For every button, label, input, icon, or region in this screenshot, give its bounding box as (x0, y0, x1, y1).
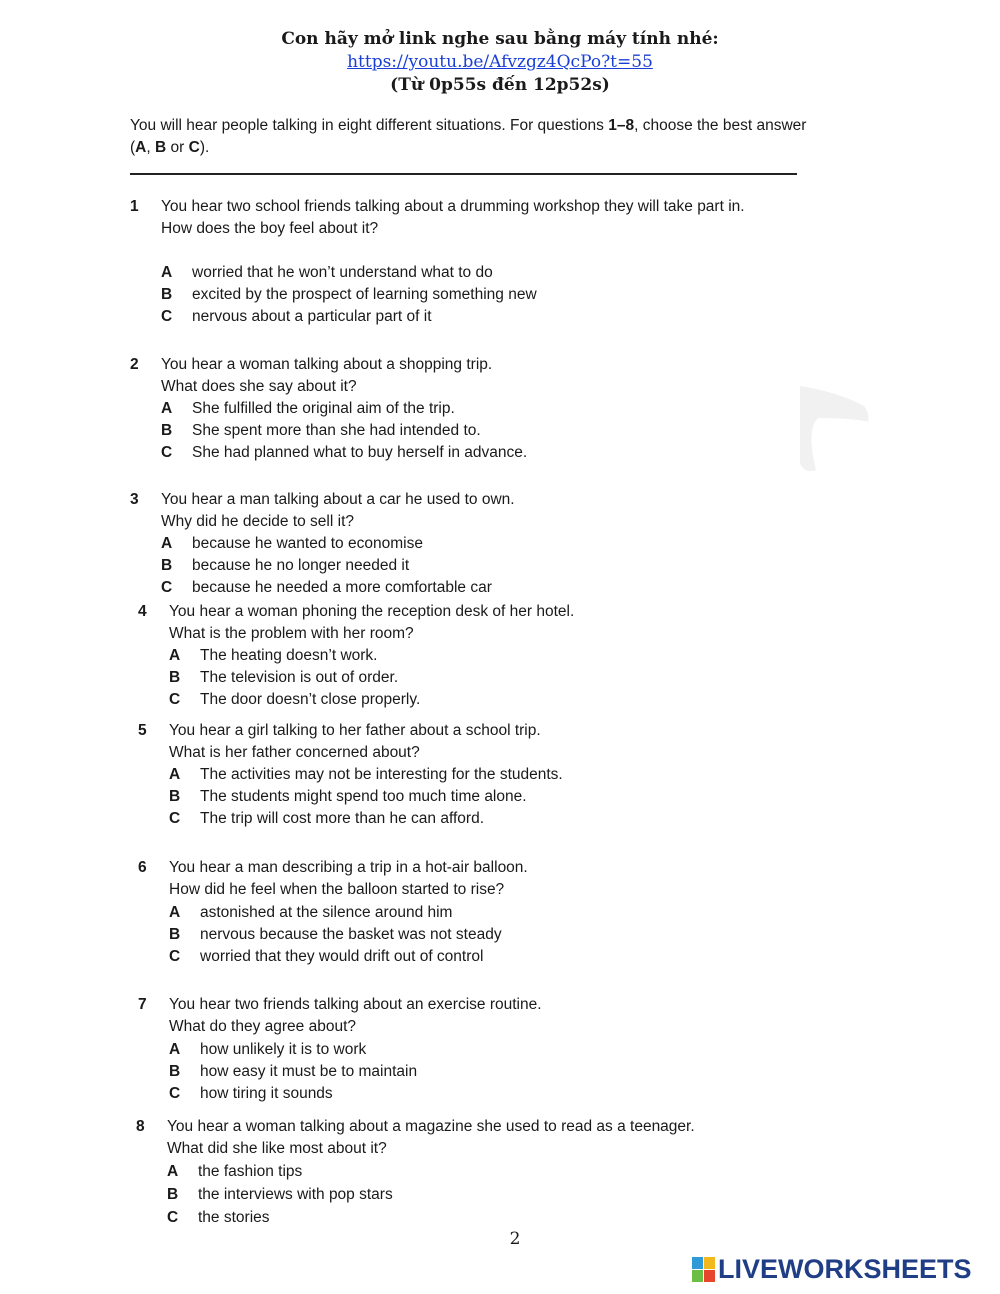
question-prompt: You hear a woman talking about a shopping trip. What does she say about it? (161, 356, 493, 395)
instruction-title: Con hãy mở link nghe sau bằng máy tính nhé: (281, 29, 719, 49)
question-number: 5 (138, 722, 147, 739)
logo-blocks-icon (692, 1257, 715, 1282)
question-number: 8 (136, 1118, 145, 1135)
option-letter: B (167, 1186, 179, 1203)
option-text: The television is out of order. (200, 669, 399, 686)
option-text: The activities may not be interesting for the students. (200, 766, 563, 783)
question-number: 1 (130, 198, 139, 215)
option-text: nervous because the basket was not steady (200, 926, 502, 943)
question-prompt: You hear a man talking about a car he used to own. Why did he decide to sell it? (161, 491, 515, 530)
option-text: She fulfilled the original aim of the trip. (192, 400, 455, 417)
option-text: She spent more than she had intended to. (192, 422, 481, 439)
option-letter: A (161, 535, 173, 552)
question-number: 4 (138, 603, 147, 620)
option-text: excited by the prospect of learning something new (192, 286, 537, 303)
option-letter: A (169, 766, 181, 783)
divider (130, 173, 797, 175)
option-letter: A (161, 264, 173, 281)
option-letter: B (161, 286, 173, 303)
intro-text: You will hear people talking in eight different situations. For questions 1–8, choose the best answer (A, B or C). (130, 117, 807, 156)
option-text: how tiring it sounds (200, 1085, 333, 1102)
option-letter: C (161, 444, 173, 461)
question-number: 3 (130, 491, 139, 508)
option-letter: A (169, 647, 181, 664)
option-letter: C (161, 308, 173, 325)
option-text: worried that they would drift out of control (200, 948, 484, 965)
option-letter: B (161, 557, 173, 574)
option-text: worried that he won’t understand what to do (192, 264, 493, 281)
liveworksheets-logo[interactable] (692, 1254, 972, 1284)
question-number: 6 (138, 859, 147, 876)
option-letter: C (169, 1085, 181, 1102)
option-text: astonished at the silence around him (200, 904, 453, 921)
option-text: because he wanted to economise (192, 535, 423, 552)
option-text: nervous about a particular part of it (192, 308, 432, 325)
option-letter: C (169, 691, 181, 708)
youtube-link[interactable]: https://youtu.be/Afvzgz4QcPo?t=55 (347, 52, 653, 72)
option-text: The students might spend too much time alone. (200, 788, 527, 805)
question-prompt: You hear a woman talking about a magazine she used to read as a teenager. What did she like most about it? (167, 1118, 695, 1157)
option-letter: A (161, 400, 173, 417)
option-text: The heating doesn’t work. (200, 647, 378, 664)
header (0, 28, 1000, 97)
question-number: 2 (130, 356, 139, 373)
option-text: She had planned what to buy herself in advance. (192, 444, 528, 461)
option-letter: A (169, 904, 181, 921)
option-letter: B (161, 422, 173, 439)
option-letter: C (169, 810, 181, 827)
option-text: the fashion tips (198, 1163, 303, 1180)
option-text: the stories (198, 1209, 270, 1226)
option-letter: B (169, 669, 181, 686)
question-prompt: You hear a girl talking to her father about a school trip. What is her father concerned about? (169, 722, 541, 761)
option-letter: B (169, 1063, 181, 1080)
option-text: The door doesn’t close properly. (200, 691, 421, 708)
question-prompt: You hear two friends talking about an exercise routine. What do they agree about? (169, 996, 542, 1035)
scan-artifact (798, 378, 870, 478)
question-prompt: You hear two school friends talking about a drumming workshop they will take part in. How does the boy feel about it? (161, 198, 745, 237)
option-letter: C (167, 1209, 179, 1226)
time-range: (Từ 0p55s đến 12p52s) (390, 75, 610, 95)
question-number: 7 (138, 996, 147, 1013)
question-prompt: You hear a man describing a trip in a hot-air balloon. How did he feel when the balloon started to rise? (169, 859, 528, 898)
option-letter: B (169, 926, 181, 943)
option-letter: A (167, 1163, 179, 1180)
brand-name: LIVEWORKSHEETS (718, 1253, 972, 1284)
page-number: 2 (509, 1229, 521, 1249)
option-letter: C (161, 579, 173, 596)
option-text: how easy it must be to maintain (200, 1063, 418, 1080)
option-letter: B (169, 788, 181, 805)
option-letter: A (169, 1041, 181, 1058)
option-letter: C (169, 948, 181, 965)
option-text: because he needed a more comfortable car (192, 579, 492, 596)
option-text: how unlikely it is to work (200, 1041, 367, 1058)
question-prompt: You hear a woman phoning the reception desk of her hotel. What is the problem with her room? (169, 603, 575, 642)
option-text: The trip will cost more than he can afford. (200, 810, 485, 827)
option-text: the interviews with pop stars (198, 1186, 393, 1203)
option-text: because he no longer needed it (192, 557, 410, 574)
